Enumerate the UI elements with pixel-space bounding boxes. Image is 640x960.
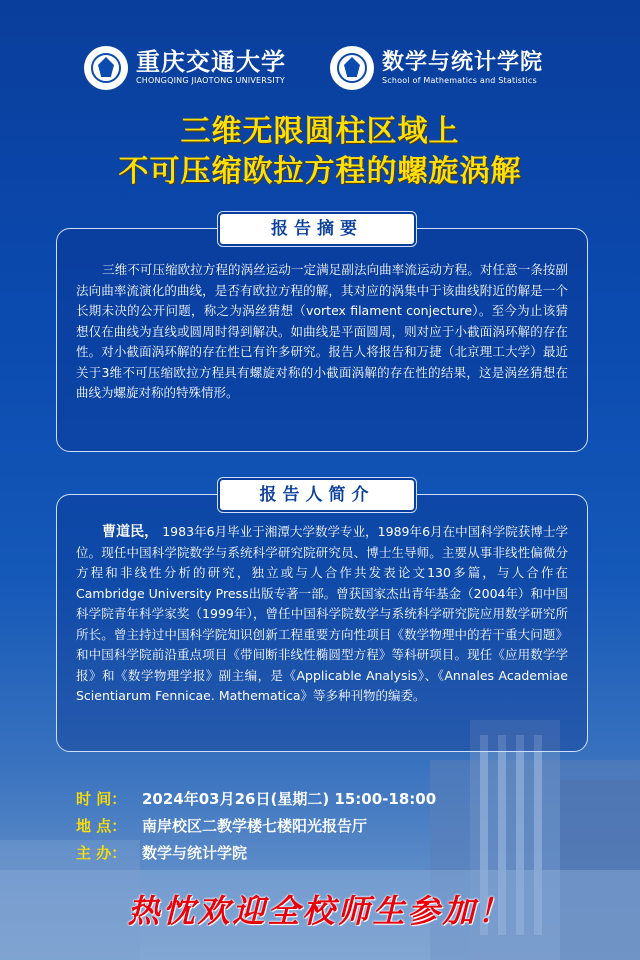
poster-title [0, 112, 640, 192]
host-label: 主 办： [76, 844, 127, 862]
time-value: 2024年03月26日(星期二) 15:00-18:00 [142, 790, 437, 808]
info-place [76, 813, 367, 839]
speaker-heading: 报告人简介 [220, 480, 414, 510]
abstract-heading: 报告摘要 [220, 214, 414, 244]
abstract-paragraph: 三维不可压缩欧拉方程的涡丝运动一定满足副法向曲率流运动方程。对任意一条按副法向曲率流演化的曲线，是否有欧拉方程的解，其对应的涡集中于该曲线附近的解是一个长期未决的公开问题，称之为涡丝猜想（vortex filament conjecture）。至今为止该猜想仅在曲线为直线或圆周时得到解决。如曲线是平面圆周，则对应于小截面涡环解的存在性。对小截面涡环解的存在性已有许多研究。报告人将报告和万捷（北京理工大学）最近关于3维不可压缩欧拉方程具有螺旋对称的小截面涡解的存在性的结果，这是涡丝猜想在曲线为螺旋对称的特殊情形。 [76, 262, 568, 400]
info-host [76, 840, 247, 866]
welcome-banner: 热忱欢迎全校师生参加！ [127, 892, 513, 930]
school-name-cn: 数学与统计学院 [382, 49, 544, 75]
speaker-bio: 1983年6月毕业于湘潭大学数学专业，1989年6月在中国科学院获博士学位。现任中国科学院数学与系统科学研究院研究员、博士生导师。主要从事非线性偏微分方程和非线性分析的研究，独立或与人合作共发表论文130多篇，与人合作在Cambridge University Press出版专著一部。曾获国家杰出青年基金（2004年）和中国科学院青年科学家奖（1999年），曾任中国科学院数学与系统科学研究院应用数学研究所所长。曾主持过中国科学院知识创新工程重要方向性项目《数学物理中的若干重大问题》和中国科学院前沿重点项目《带间断非线性椭圆型方程》等科研项目。现任《应用数学学报》和《数学物理学报》副主编，是《Applicable Analysis》、《Annales Academiae Scientiarum Fennicae. Mathematica》等多种刊物的编委。 [76, 524, 568, 703]
place-value: 南岸校区二教学楼七楼阳光报告厅 [142, 817, 368, 835]
university-seal-icon [84, 46, 128, 90]
title-line-2: 不可压缩欧拉方程的螺旋涡解 [118, 154, 522, 189]
speaker-name: 曹道民， [102, 524, 159, 540]
school-logo [330, 46, 543, 90]
speaker-text [76, 522, 568, 707]
time-label: 时 间： [76, 790, 127, 808]
title-line-1: 三维无限圆柱区域上 [180, 114, 460, 149]
school-name-en: School of Mathematics and Statistics [382, 76, 537, 85]
university-name-cn: 重庆交通大学 [136, 47, 286, 76]
place-label: 地 点： [76, 817, 127, 835]
school-seal-icon [330, 46, 374, 90]
abstract-text [76, 260, 568, 404]
university-logo [84, 46, 286, 90]
host-value: 数学与统计学院 [142, 844, 248, 862]
info-time [76, 786, 436, 812]
university-name-en: CHONGQING JIAOTONG UNIVERSITY [136, 76, 286, 85]
